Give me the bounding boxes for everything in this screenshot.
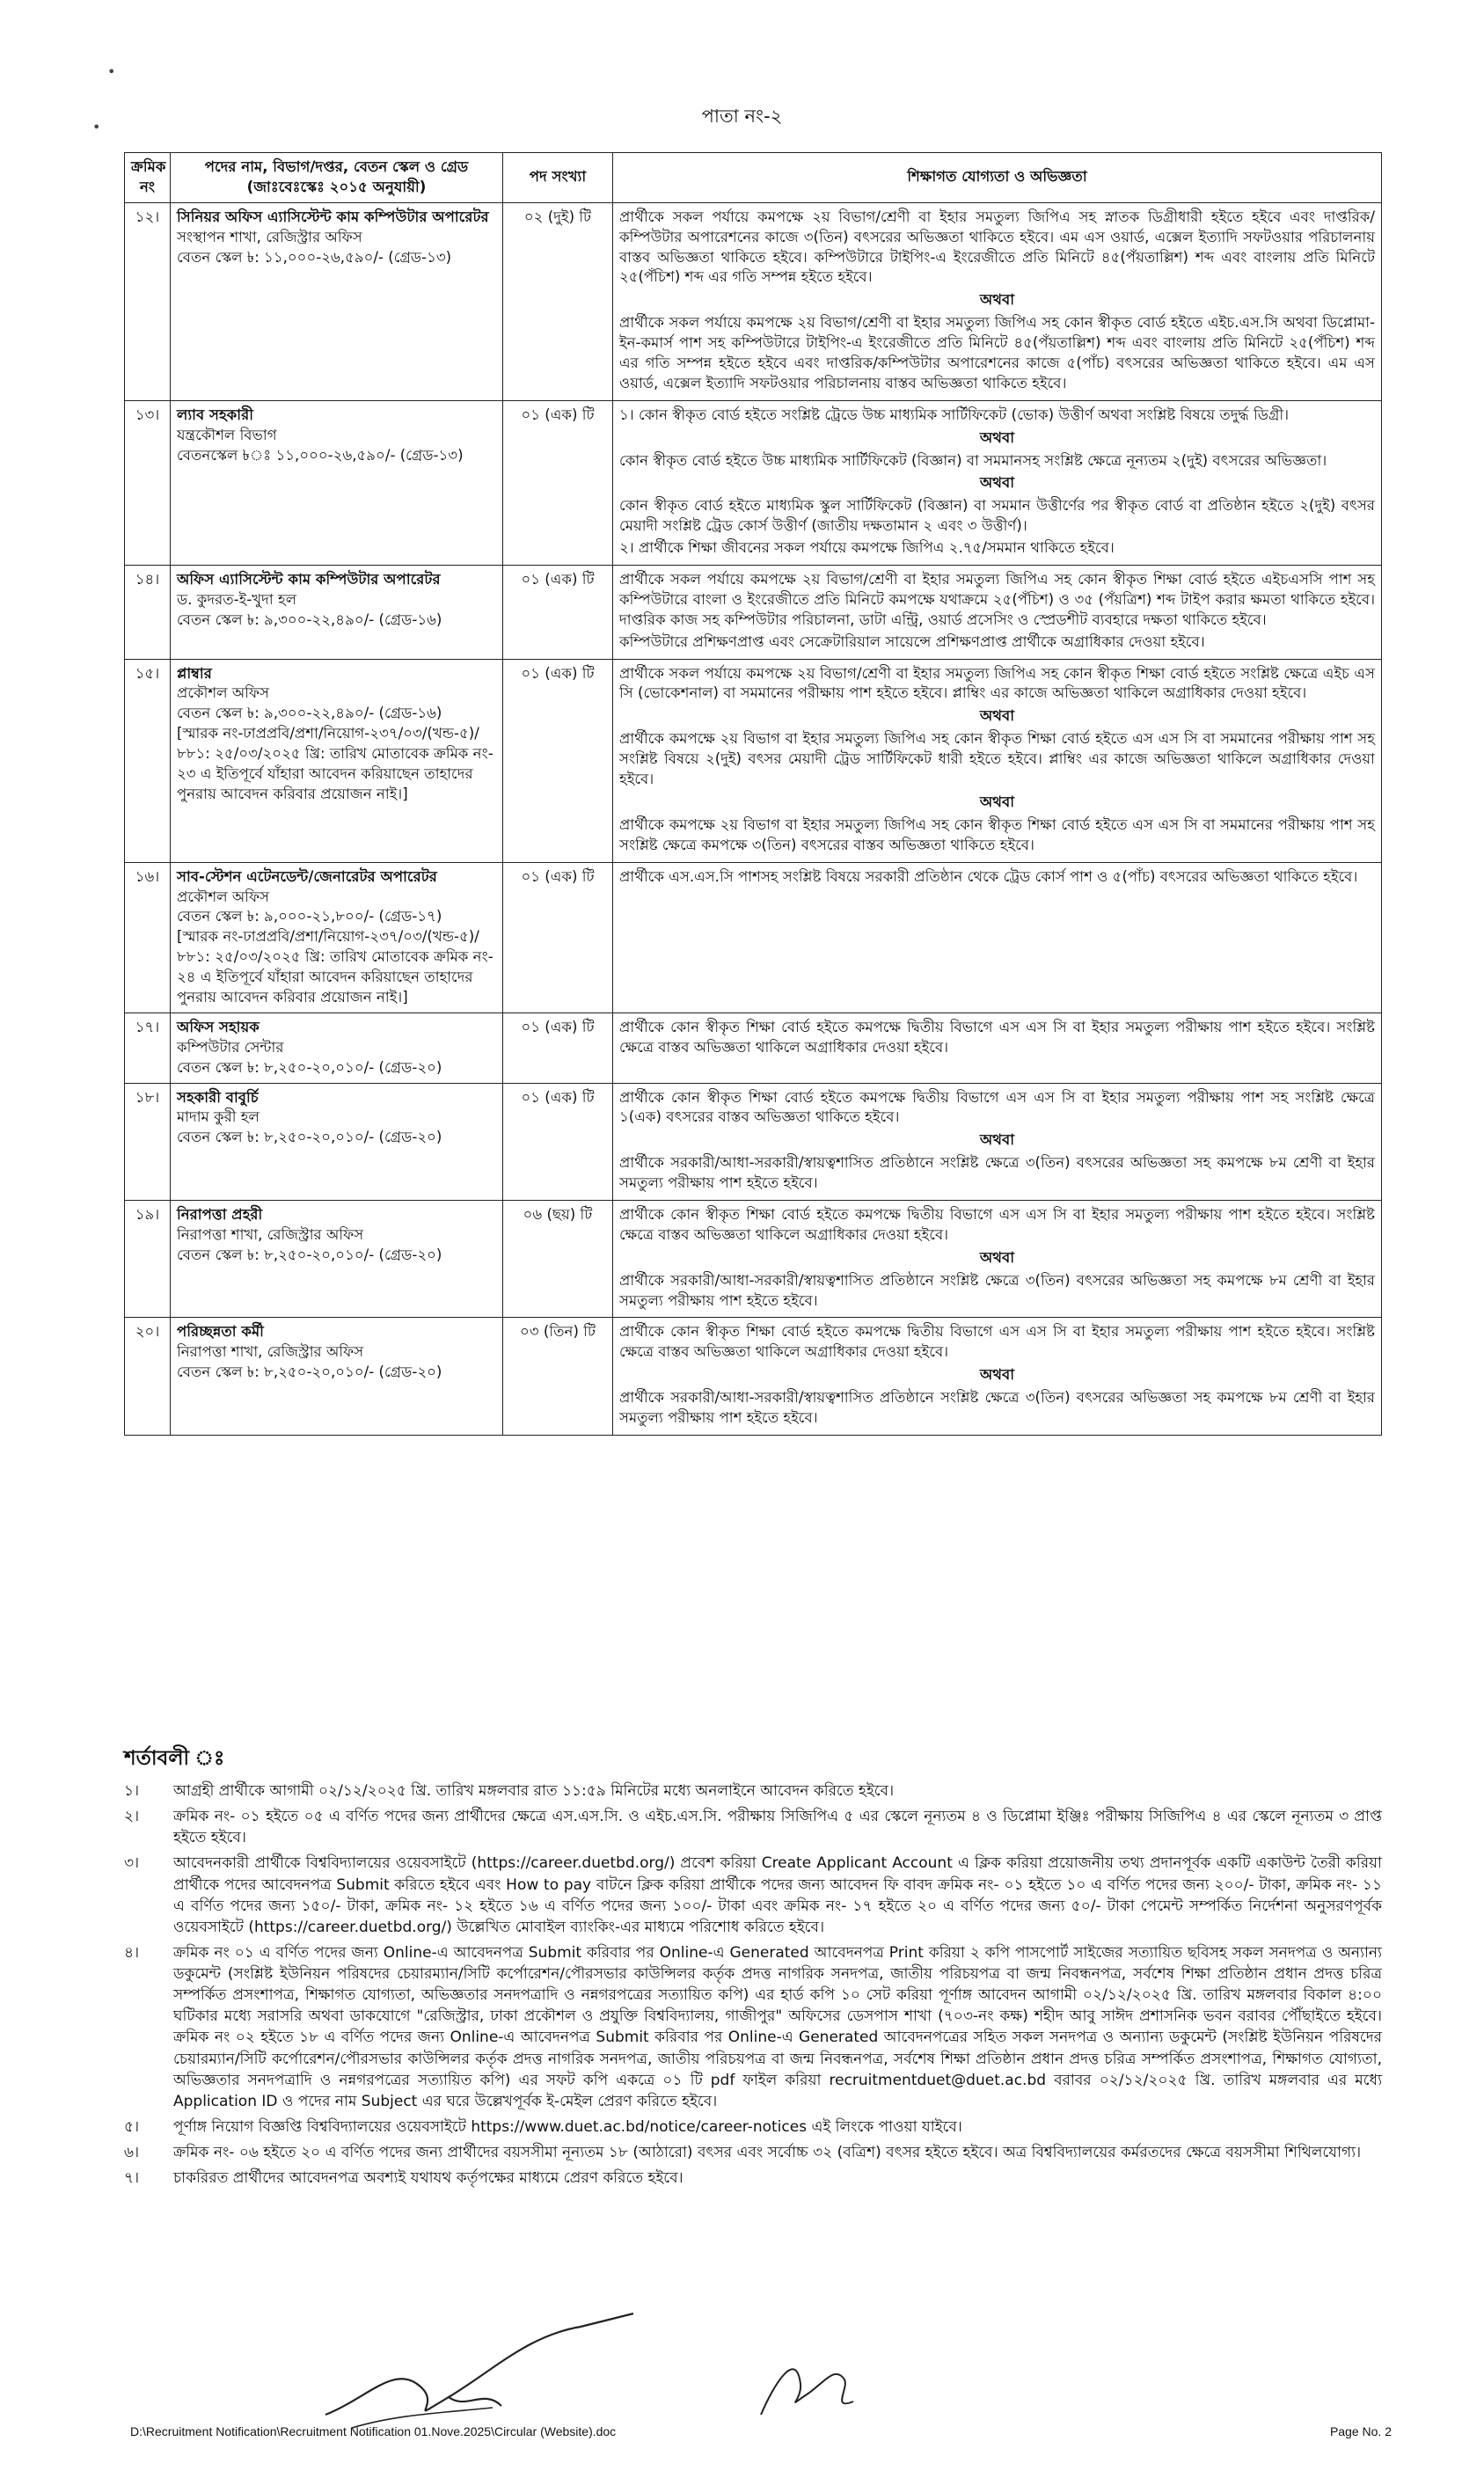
post-title: সহকারী বাবুর্চি xyxy=(177,1088,259,1106)
post-detail: নিরাপত্তা শাখা, রেজিস্ট্রার অফিস xyxy=(177,1343,364,1361)
table-row xyxy=(125,400,1382,565)
conditions-title: শর্তাবলী ঃ xyxy=(124,1747,225,1770)
serial-cell: ১৭। xyxy=(125,1013,171,1083)
scan-mark: • xyxy=(92,119,101,135)
qualification-text: প্রার্থীকে কোন স্বীকৃত শিক্ষা বোর্ড হইতে কমপক্ষে দ্বিতীয় বিভাগে এস এস সি বা ইহার সমতুল্য পরীক্ষায় পাশ সহ সংশ্লিষ্ট ক্ষেত্রে ১(এক) বৎসরের বাস্তব অভিজ্ঞতা থাকিতে হইবে। xyxy=(619,1088,1375,1126)
condition-number: ১। xyxy=(124,1782,140,1800)
table-row xyxy=(125,566,1382,660)
serial-cell: ১৩। xyxy=(125,400,171,565)
condition-text: আগ্রহী প্রার্থীকে আগামী ০২/১২/২০২৫ খ্রি. তারিখ মঙ্গলবার রাত ১১:৫৯ মিনিটের মধ্যে অনলাইনে আবেদন করিতে হইবে। xyxy=(173,1782,895,1800)
serial-cell: ১৬। xyxy=(125,862,171,1013)
or-separator: অথবা xyxy=(979,1248,1015,1266)
post-detail: কম্পিউটার সেন্টার xyxy=(177,1038,284,1056)
condition-item xyxy=(124,1942,1382,2112)
qualification-text: প্রার্থীকে কমপক্ষে ২য় বিভাগ বা ইহার সমতুল্য জিপিএ সহ কোন স্বীকৃত শিক্ষা বোর্ড হইতে এস এস সি বা সমমানের পরীক্ষায় পাশ সহ সংশ্লিষ্ট ক্ষেত্রে কমপক্ষে ৩(তিন) বৎসরের বাস্তব অভিজ্ঞতা থাকিতে হইবে। xyxy=(619,815,1375,853)
conditions-list xyxy=(124,1780,1382,2193)
condition-text: আবেদনকারী প্রার্থীকে বিশ্ববিদ্যালয়ের ওয়েবসাইটে (https://career.duetbd.org/) প্রবেশ করিয়া Create Applicant Account এ ক্লিক করিয়া প্রয়োজনীয় তথ্য প্রদানপূর্বক একটি একাউন্ট তৈরী করিয়া প্রার্থীকে পদের আবেদনপত্র Submit করিতে হইবে এবং How to pay বাটনে ক্লিক করিয়া প্রার্থীকে পদের জন্য আবেদন ফি বাবদ ক্রমিক নং- ০১ হইতে ১০ এ বর্ণিত পদের জন্য ২০০/- টাকা, ক্রমিক নং- ১১ এ বর্ণিত পদের জন্য ১৫০/- টাকা, ক্রমিক নং- ১২ হইতে ১৬ এ বর্ণিত পদের জন্য ১০০/- টাকা এবং ক্রমিক নং- ১৭ হইতে ২০ এ বর্ণিত পদের জন্য ৫০/- টাকা পেমেন্ট সম্পর্কিত নির্দেশনা অনুসরণপূর্বক ওয়েবসাইটে (https://career.duetbd.org/) উল্লেখিত মোবাইল ব্যাংকিং-এর মাধ্যমে পরিশোধ করিতে হইবে। xyxy=(173,1854,1382,1936)
signature xyxy=(317,2309,651,2441)
header-qualification: শিক্ষাগত যোগ্যতা ও অভিজ্ঞতা xyxy=(613,153,1382,203)
qualification-text: প্রার্থীকে সরকারী/আধা-সরকারী/স্বায়ত্বশাসিত প্রতিষ্ঠানে সংশ্লিষ্ট ক্ষেত্রে ৩(তিন) বৎসরের অভিজ্ঞতা সহ কমপক্ষে ৮ম শ্রেণী বা ইহার সমতুল্য পরীক্ষায় পাশ হইতে হইবে। xyxy=(619,1154,1375,1192)
table-row xyxy=(125,1200,1382,1317)
qualification-cell xyxy=(613,1083,1382,1200)
header-count: পদ সংখ্যা xyxy=(503,153,613,203)
header-post: পদের নাম, বিভাগ/দপ্তর, বেতন স্কেল ও গ্রেড (জাঃবেঃস্কেঃ ২০১৫ অনুযায়ী) xyxy=(171,153,503,203)
post-detail: প্রকৌশল অফিস xyxy=(177,684,270,702)
serial-cell: ১৫। xyxy=(125,659,171,862)
post-detail: বেতন স্কেল ৳: ৮,২৫০-২০,০১০/- (গ্রেড-২০) xyxy=(177,1058,442,1076)
condition-text: ক্রমিক নং ০১ এ বর্ণিত পদের জন্য Online-এ আবেদনপত্র Submit করিবার পর Online-এ Generated আবেদনপত্র Print করিয়া ২ কপি পাসপোর্ট সাইজের সত্যায়িত ছবিসহ সকল সনদপত্র ও অন্যান্য ডকুমেন্ট (সংশ্লিষ্ট ইউনিয়ন পরিষদের চেয়ারম্যান/সিটি কর্পোরেশন/পৌরসভার কাউন্সিলর কর্তৃক প্রদত্ত নাগরিক সনদপত্র, জাতীয় পরিচয়পত্র বা জন্ম নিবন্ধনপত্র, সর্বশেষ শিক্ষা প্রতিষ্ঠান প্রধান প্রদত্ত চরিত্র সম্পর্কিত প্রসংশাপত্র, শিক্ষাগত যোগ্যতা, অভিজ্ঞতার সনদপত্রাদি ও নন্নগরপত্রের সত্যায়িত কপি) এর হার্ড কপি ১০ সেট করিয়া পূর্ণাঙ্গ আবেদন আগামী ০২/১২/২০২৫ খ্রি. তারিখ মঙ্গলবার বিকাল ৪:০০ ঘটিকার মধ্যে সরাসরি অথবা ডাকযোগে "রেজিস্ট্রার, ঢাকা প্রকৌশল ও প্রযুক্তি বিশ্ববিদ্যালয়, গাজীপুর" অফিসের ডেসপাস শাখা (৭০৩-নং কক্ষ) শহীদ আবু সাঈদ প্রশাসনিক ভবন বরাবর পৌঁছাইতে হইবে। ক্রমিক নং ০২ হইতে ১৮ এ বর্ণিত পদের জন্য Online-এ আবেদনপত্র Submit করিবার পর Online-এ Generated আবেদনপত্রের সহিত সকল সনদপত্র ও অন্যান্য ডকুমেন্ট (সংশ্লিষ্ট ইউনিয়ন পরিষদের চেয়ারম্যান/সিটি কর্পোরেশন/পৌরসভার কাউন্সিলর কর্তৃক প্রদত্ত নাগরিক সনদপত্র, জাতীয় পরিচয়পত্র বা জন্ম নিবন্ধনপত্র, সর্বশেষ শিক্ষা প্রতিষ্ঠান প্রধান প্রদত্ত চরিত্র সম্পর্কিত প্রসংশাপত্র, শিক্ষাগত যোগ্যতা, অভিজ্ঞতার সনদপত্রাদি ও নন্নগরপত্রের সত্যায়িত কপি) এর সফট কপি একত্রে ০১ টি pdf ফাইল করিয়া recruitmentduet@duet.ac.bd বরাবর ০২/১২/২০২৫ খ্রি. তারিখ মঙ্গলবার এর মধ্যে Application ID ও পদের নাম Subject এর ঘরে উল্লেখপূর্বক ই-মেইল প্রেরণ করিতে হইবে। xyxy=(173,1943,1382,2110)
serial-cell: ১৮। xyxy=(125,1083,171,1200)
or-separator: অথবা xyxy=(979,428,1015,446)
serial-cell: ১৯। xyxy=(125,1200,171,1317)
condition-number: ২। xyxy=(124,1808,140,1826)
post-detail: বেতন স্কেল ৳: ৯,০০০-২১,৮০০/- (গ্রেড-১৭) xyxy=(177,908,442,925)
post-detail: মাদাম কুরী হল xyxy=(177,1108,260,1126)
header-sl: ক্রমিক নং xyxy=(125,153,171,203)
post-detail: ড. কুদরত-ই-খুদা হল xyxy=(177,590,297,608)
post-title: সিনিয়র অফিস এ্যাসিস্টেন্ট কাম কম্পিউটার অপারেটর xyxy=(177,208,489,225)
post-cell xyxy=(171,202,503,400)
table-row xyxy=(125,659,1382,862)
initials-signature xyxy=(748,2331,862,2428)
qualification-text: প্রার্থীকে কোন স্বীকৃত শিক্ষা বোর্ড হইতে কমপক্ষে দ্বিতীয় বিভাগে এস এস সি বা ইহার সমতুল্য পরীক্ষায় পাশ হইতে হইবে। সংশ্লিষ্ট ক্ষেত্রে বাস্তব অভিজ্ঞতা থাকিলে অগ্রাধিকার দেওয়া হইবে। xyxy=(619,1323,1375,1361)
post-cell xyxy=(171,400,503,565)
condition-text: ক্রমিক নং- ০১ হইতে ০৫ এ বর্ণিত পদের জন্য প্রার্থীদের ক্ষেত্রে এস.এস.সি. ও এইচ.এস.সি. পরীক্ষায় সিজিপিএ ৫ এর স্কেলে নূন্যতম ৪ ও ডিপ্লোমা ইঞ্জিঃ পরীক্ষায় সিজিপিএ ৪ এর স্কেলে নূন্যতম ৩ প্রাপ্ত হইতে হইবে। xyxy=(173,1808,1382,1847)
qualification-cell xyxy=(613,659,1382,862)
or-separator: অথবা xyxy=(979,707,1015,725)
post-detail: বেতন স্কেল ৳: ১১,০০০-২৬,৫৯০/- (গ্রেড-১৩) xyxy=(177,248,452,266)
condition-text: ক্রমিক নং- ০৬ হইতে ২০ এ বর্ণিত পদের জন্য প্রার্থীদের বয়সসীমা নূন্যতম ১৮ (আঠারো) বৎসর এবং সর্বোচ্চ ৩২ (বত্রিশ) বৎসর হইতে হইবে। অত্র বিশ্ববিদ্যালয়ের কর্মরতদের ক্ষেত্রে বয়সসীমা শিথিলযোগ্য। xyxy=(173,2144,1362,2161)
scan-mark: • xyxy=(107,63,116,80)
or-separator: অথবা xyxy=(979,291,1015,309)
post-detail: বেতনস্কেল ৳ঃ ১১,০০০-২৬,৫৯০/- (গ্রেড-১৩) xyxy=(177,446,464,464)
post-title: পরিচ্ছন্নতা কর্মী xyxy=(177,1323,264,1341)
post-count-cell: ০১ (এক) টি xyxy=(503,1083,613,1200)
qualification-text: কম্পিউটারে প্রশিক্ষণপ্রাপ্ত এবং সেক্রেটারিয়াল সায়েন্সে প্রশিক্ষণপ্রাপ্ত প্রার্থীকে অগ্রাধিকার দেওয়া হইবে। xyxy=(619,632,1205,650)
serial-cell: ১২। xyxy=(125,202,171,400)
qualification-text: প্রার্থীকে কোন স্বীকৃত শিক্ষা বোর্ড হইতে কমপক্ষে দ্বিতীয় বিভাগে এস এস সি বা ইহার সমতুল্য পরীক্ষায় পাশ হইতে হইবে। সংশ্লিষ্ট ক্ষেত্রে বাস্তব অভিজ্ঞতা থাকিলে অগ্রাধিকার দেওয়া হইবে। xyxy=(619,1205,1375,1243)
post-cell xyxy=(171,659,503,862)
qualification-text: প্রার্থীকে সকল পর্যায়ে কমপক্ষে ২য় বিভাগ/শ্রেণী বা ইহার সমতুল্য জিপিএ সহ কোন স্বীকৃত বোর্ড হইতে এইচ.এস.সি অথবা ডিপ্লোমা-ইন-কমার্স পাশ সহ কম্পিউটারে টাইপিং-এ ইংরেজীতে প্রতি মিনিটে ৪৫(পঁয়তাল্লিশ) শব্দ এবং বাংলায় প্রতি মিনিটে ২৫(পঁচিশ) শব্দ এর গতি সম্পন্ন হইতে হইবে এবং দাপ্তরিক/কম্পিউটার অপারেশনের কাজে ৫(পাঁচ) বৎসরের অভিজ্ঞতা থাকিতে হইবে। এম এস ওয়ার্ড, এক্সেল ইত্যাদি সফটওয়ার পরিচালনায় বাস্তব অভিজ্ঞতা থাকিতে হইবে। xyxy=(619,314,1375,391)
qualification-text: কোন স্বীকৃত বোর্ড হইতে মাধ্যমিক স্কুল সার্টিফিকেট (বিজ্ঞান) বা সমমান উত্তীর্ণের পর স্বীকৃত বোর্ড বা প্রতিষ্ঠান হইতে ২(দুই) বৎসর মেয়াদী সংশ্লিষ্ট ট্রেড কোর্স উত্তীর্ণ (জাতীয় দক্ষতামান ২ এবং ৩ উত্তীর্ণ)। xyxy=(619,497,1375,535)
post-cell xyxy=(171,862,503,1013)
post-count-cell: ০১ (এক) টি xyxy=(503,400,613,565)
post-count-cell: ০১ (এক) টি xyxy=(503,566,613,660)
post-count-cell: ০১ (এক) টি xyxy=(503,1013,613,1083)
condition-text: চাকরিরত প্রার্থীদের আবেদনপত্র অবশ্যই যথাযথ কর্তৃপক্ষের মাধ্যমে প্রেরণ করিতে হইবে। xyxy=(173,2169,684,2188)
post-detail: বেতন স্কেল ৳: ৮,২৫০-২০,০১০/- (গ্রেড-২০) xyxy=(177,1363,442,1381)
qualification-cell xyxy=(613,400,1382,565)
post-title: ল্যাব সহকারী xyxy=(177,406,253,423)
qualification-cell xyxy=(613,202,1382,400)
post-detail: সংস্থাপন শাখা, রেজিস্ট্রার অফিস xyxy=(177,228,362,245)
page-label: পাতা নং-২ xyxy=(701,106,783,127)
or-separator: অথবা xyxy=(979,474,1015,492)
qualification-cell xyxy=(613,1013,1382,1083)
post-cell xyxy=(171,1200,503,1317)
condition-number: ৭। xyxy=(124,2169,140,2188)
post-count-cell: ০১ (এক) টি xyxy=(503,862,613,1013)
qualification-text: ২। প্রার্থীকে শিক্ষা জীবনের সকল পর্যায়ে কমপক্ষে জিপিএ ২.৭৫/সমমান থাকিতে হইবে। xyxy=(619,539,1115,557)
serial-cell: ২০। xyxy=(125,1318,171,1435)
post-detail: নিরাপত্তা শাখা, রেজিস্ট্রার অফিস xyxy=(177,1225,364,1243)
qualification-text: প্রার্থীকে সকল পর্যায়ে কমপক্ষে ২য় বিভাগ/শ্রেণী বা ইহার সমতুল্য জিপিএ সহ স্নাতক ডিগ্রীধারী হইতে হইবে এবং দাপ্তরিক/কম্পিউটার অপারেশনের কাজে ৩(তিন) বৎসরের অভিজ্ঞতা থাকিতে হইবে। এম এস ওয়ার্ড, এক্সেল ইত্যাদি সফটওয়ার পরিচালনায় বাস্তব অভিজ্ঞতা থাকিতে হইবে। কম্পিউটারে টাইপিং-এ ইংরেজীতে প্রতি মিনিটে ৪৫(পঁয়তাল্লিশ) শব্দ এবং বাংলায় প্রতি মিনিটে ২৫(পঁচিশ) শব্দ এর গতি সম্পন্ন হইতে হইবে। xyxy=(619,208,1375,286)
qualification-cell xyxy=(613,566,1382,660)
post-detail: যন্ত্রকৌশল বিভাগ xyxy=(177,426,277,443)
post-cell xyxy=(171,1318,503,1435)
post-count-cell: ০১ (এক) টি xyxy=(503,659,613,862)
or-separator: অথবা xyxy=(979,793,1015,810)
post-count-cell: ০৬ (ছয়) টি xyxy=(503,1200,613,1317)
qualification-cell xyxy=(613,862,1382,1013)
post-detail: বেতন স্কেল ৳: ৮,২৫০-২০,০১০/- (গ্রেড-২০) xyxy=(177,1246,442,1263)
qualification-text: প্রার্থীকে এস.এস.সি পাশসহ সংশ্লিষ্ট বিষয়ে সরকারী প্রতিষ্ঠান থেকে ট্রেড কোর্স পাশ ও ৫(পাঁচ) বৎসরের অভিজ্ঞতা থাকিতে হইবে। xyxy=(619,867,1358,885)
post-title: অফিস এ্যাসিস্টেন্ট কাম কম্পিউটার অপারেটর xyxy=(177,571,441,589)
post-count-cell: ০২ (দুই) টি xyxy=(503,202,613,400)
condition-item xyxy=(124,2142,1382,2163)
post-detail: বেতন স্কেল ৳: ৯,৩০০-২২,৪৯০/- (গ্রেড-১৬) xyxy=(177,705,442,722)
or-separator: অথবা xyxy=(979,1366,1015,1384)
table-row xyxy=(125,862,1382,1013)
condition-text: পূর্ণাঙ্গ নিয়োগ বিজ্ঞপ্তি বিশ্ববিদ্যালয়ের ওয়েবসাইটে https://www.duet.ac.bd/notice/career-notices এই লিংকে পাওয়া যাইবে। xyxy=(173,2117,962,2136)
qualification-text: প্রার্থীকে সকল পর্যায়ে কমপক্ষে ২য় বিভাগ/শ্রেণী বা ইহার সমতুল্য জিপিএ সহ কোন স্বীকৃত শিক্ষা বোর্ড হইতে সংশ্লিষ্ট ক্ষেত্রে এইচ এস সি (ভোকেশনাল) বা সমমানের পরীক্ষায় পাশ হইতে হইবে। প্লাম্বিং এর কাজে অভিজ্ঞতা থাকিলে অগ্রাধিকার দেওয়া হইবে। xyxy=(619,664,1375,702)
post-title: নিরাপত্তা প্রহরী xyxy=(177,1205,263,1223)
condition-number: ৬। xyxy=(124,2144,140,2161)
post-title: প্লাম্বার xyxy=(177,664,212,682)
table-row xyxy=(125,1318,1382,1435)
or-separator: অথবা xyxy=(979,1131,1015,1149)
qualification-text: ১। কোন স্বীকৃত বোর্ড হইতে সংশ্লিষ্ট ট্রেডে উচ্চ মাধ্যমিক সার্টিফিকেট (ভোক) উত্তীর্ণ অথবা সংশ্লিষ্ট বিষয়ে তদুর্দ্ধ ডিগ্রী। xyxy=(619,406,1290,423)
condition-number: ৩। xyxy=(124,1854,140,1873)
post-cell xyxy=(171,1083,503,1200)
jobs-table xyxy=(124,152,1382,1436)
post-detail: [স্মারক নং-ঢাপ্রপ্রবি/প্রশা/নিয়োগ-২৩৭/০৩/(খন্ড-৫)/৮৮১: ২৫/০৩/২০২৫ খ্রি: তারিখ মোতাবেক ক্রমিক নং- ২৪ এ ইতিপূর্বে যাঁহারা আবেদন করিয়াছেন তাহাদের পুনরায় আবেদন করিবার প্রয়োজন নাই।] xyxy=(177,928,493,1005)
condition-item xyxy=(124,1806,1382,1848)
condition-item xyxy=(124,1780,1382,1802)
footer-page-number: Page No. 2 xyxy=(1329,2424,1392,2438)
qualification-text: প্রার্থীকে সরকারী/আধা-সরকারী/স্বায়ত্বশাসিত প্রতিষ্ঠানে সংশ্লিষ্ট ক্ষেত্রে ৩(তিন) বৎসরের অভিজ্ঞতা সহ কমপক্ষে ৮ম শ্রেণী বা ইহার সমতুল্য পরীক্ষায় পাশ হইতে হইবে। xyxy=(619,1389,1375,1426)
table-row xyxy=(125,1013,1382,1083)
condition-number: ৫। xyxy=(124,2117,140,2136)
qualification-cell xyxy=(613,1318,1382,1435)
post-title: সাব-স্টেশন এটেনডেন্ট/জেনারেটর অপারেটর xyxy=(177,867,437,885)
post-cell xyxy=(171,566,503,660)
qualification-text: প্রার্থীকে সকল পর্যায়ে কমপক্ষে ২য় বিভাগ/শ্রেণী বা ইহার সমতুল্য জিপিএ সহ কোন স্বীকৃত শিক্ষা বোর্ড হইতে এইচএসসি পাশ সহ কম্পিউটারে বাংলা ও ইংরেজীতে প্রতি মিনিটে কমপক্ষে যথাক্রমে ২৫(পঁচিশ) ও ৩৫ (পঁয়ত্রিশ) শব্দ টাইপ করার ক্ষমতা থাকিতে হইবে। দাপ্তরিক কাজ সহ কম্পিউটার পরিচালনা, ডাটা এন্ট্রি, ওয়ার্ড প্রসেসিং ও স্প্রেডশীট ব্যবহারে দক্ষতা থাকিতে হইবে। xyxy=(619,571,1375,628)
post-title: অফিস সহায়ক xyxy=(177,1018,260,1035)
serial-cell: ১৪। xyxy=(125,566,171,660)
post-count-cell: ০৩ (তিন) টি xyxy=(503,1318,613,1435)
post-detail: বেতন স্কেল ৳: ৯,৩০০-২২,৪৯০/- (গ্রেড-১৬) xyxy=(177,610,442,628)
condition-item xyxy=(124,2116,1382,2138)
post-detail: প্রকৌশল অফিস xyxy=(177,888,270,905)
condition-number: ৪। xyxy=(124,1943,140,1962)
post-detail: [স্মারক নং-ঢাপ্রপ্রবি/প্রশা/নিয়োগ-২৩৭/০৩/(খন্ড-৫)/৮৮১: ২৫/০৩/২০২৫ খ্রি: তারিখ মোতাবেক ক্রমিক নং- ২৩ এ ইতিপূর্বে যাঁহারা আবেদন করিয়াছেন তাহাদের পুনরায় আবেদন করিবার প্রয়োজন নাই।] xyxy=(177,725,493,802)
table-row xyxy=(125,1083,1382,1200)
footer-file-path: D:\Recruitment Notification\Recruitment Notification 01.Nove.2025\Circular (Website).doc xyxy=(130,2424,617,2438)
qualification-text: প্রার্থীকে সরকারী/আধা-সরকারী/স্বায়ত্বশাসিত প্রতিষ্ঠানে সংশ্লিষ্ট ক্ষেত্রে ৩(তিন) বৎসরের অভিজ্ঞতা সহ কমপক্ষে ৮ম শ্রেণী বা ইহার সমতুল্য পরীক্ষায় পাশ হইতে হইবে। xyxy=(619,1271,1375,1309)
table-header-row xyxy=(125,153,1382,203)
post-cell xyxy=(171,1013,503,1083)
condition-item xyxy=(124,2168,1382,2189)
condition-item xyxy=(124,1853,1382,1938)
job-rows xyxy=(125,202,1382,1435)
post-detail: বেতন স্কেল ৳: ৮,২৫০-২০,০১০/- (গ্রেড-২০) xyxy=(177,1129,442,1146)
qualification-text: কোন স্বীকৃত বোর্ড হইতে উচ্চ মাধ্যমিক সার্টিফিকেট (বিজ্ঞান) বা সমমানসহ সংশ্লিষ্ট ক্ষেত্রে নূন্যতম ২(দুই) বৎসরের অভিজ্ঞতা। xyxy=(619,451,1327,469)
qualification-text: প্রার্থীকে কমপক্ষে ২য় বিভাগ বা ইহার সমতুল্য জিপিএ সহ কোন স্বীকৃত শিক্ষা বোর্ড হইতে এস এস সি বা সমমানের পরীক্ষায় পাশ সহ সংশ্লিষ্ট বিষয়ে ২(দুই) বৎসর মেয়াদী ট্রেড সার্টিফিকেট ধারী হইতে হইবে। প্লাম্বিং এর কাজে অভিজ্ঞতা থাকিলে অগ্রাধিকার দেওয়া হইবে। xyxy=(619,730,1375,788)
qualification-cell xyxy=(613,1200,1382,1317)
qualification-text: প্রার্থীকে কোন স্বীকৃত শিক্ষা বোর্ড হইতে কমপক্ষে দ্বিতীয় বিভাগে এস এস সি বা ইহার সমতুল্য পরীক্ষায় পাশ হইতে হইবে। সংশ্লিষ্ট ক্ষেত্রে বাস্তব অভিজ্ঞতা থাকিলে অগ্রাধিকার দেওয়া হইবে। xyxy=(619,1018,1375,1056)
table-row xyxy=(125,202,1382,400)
